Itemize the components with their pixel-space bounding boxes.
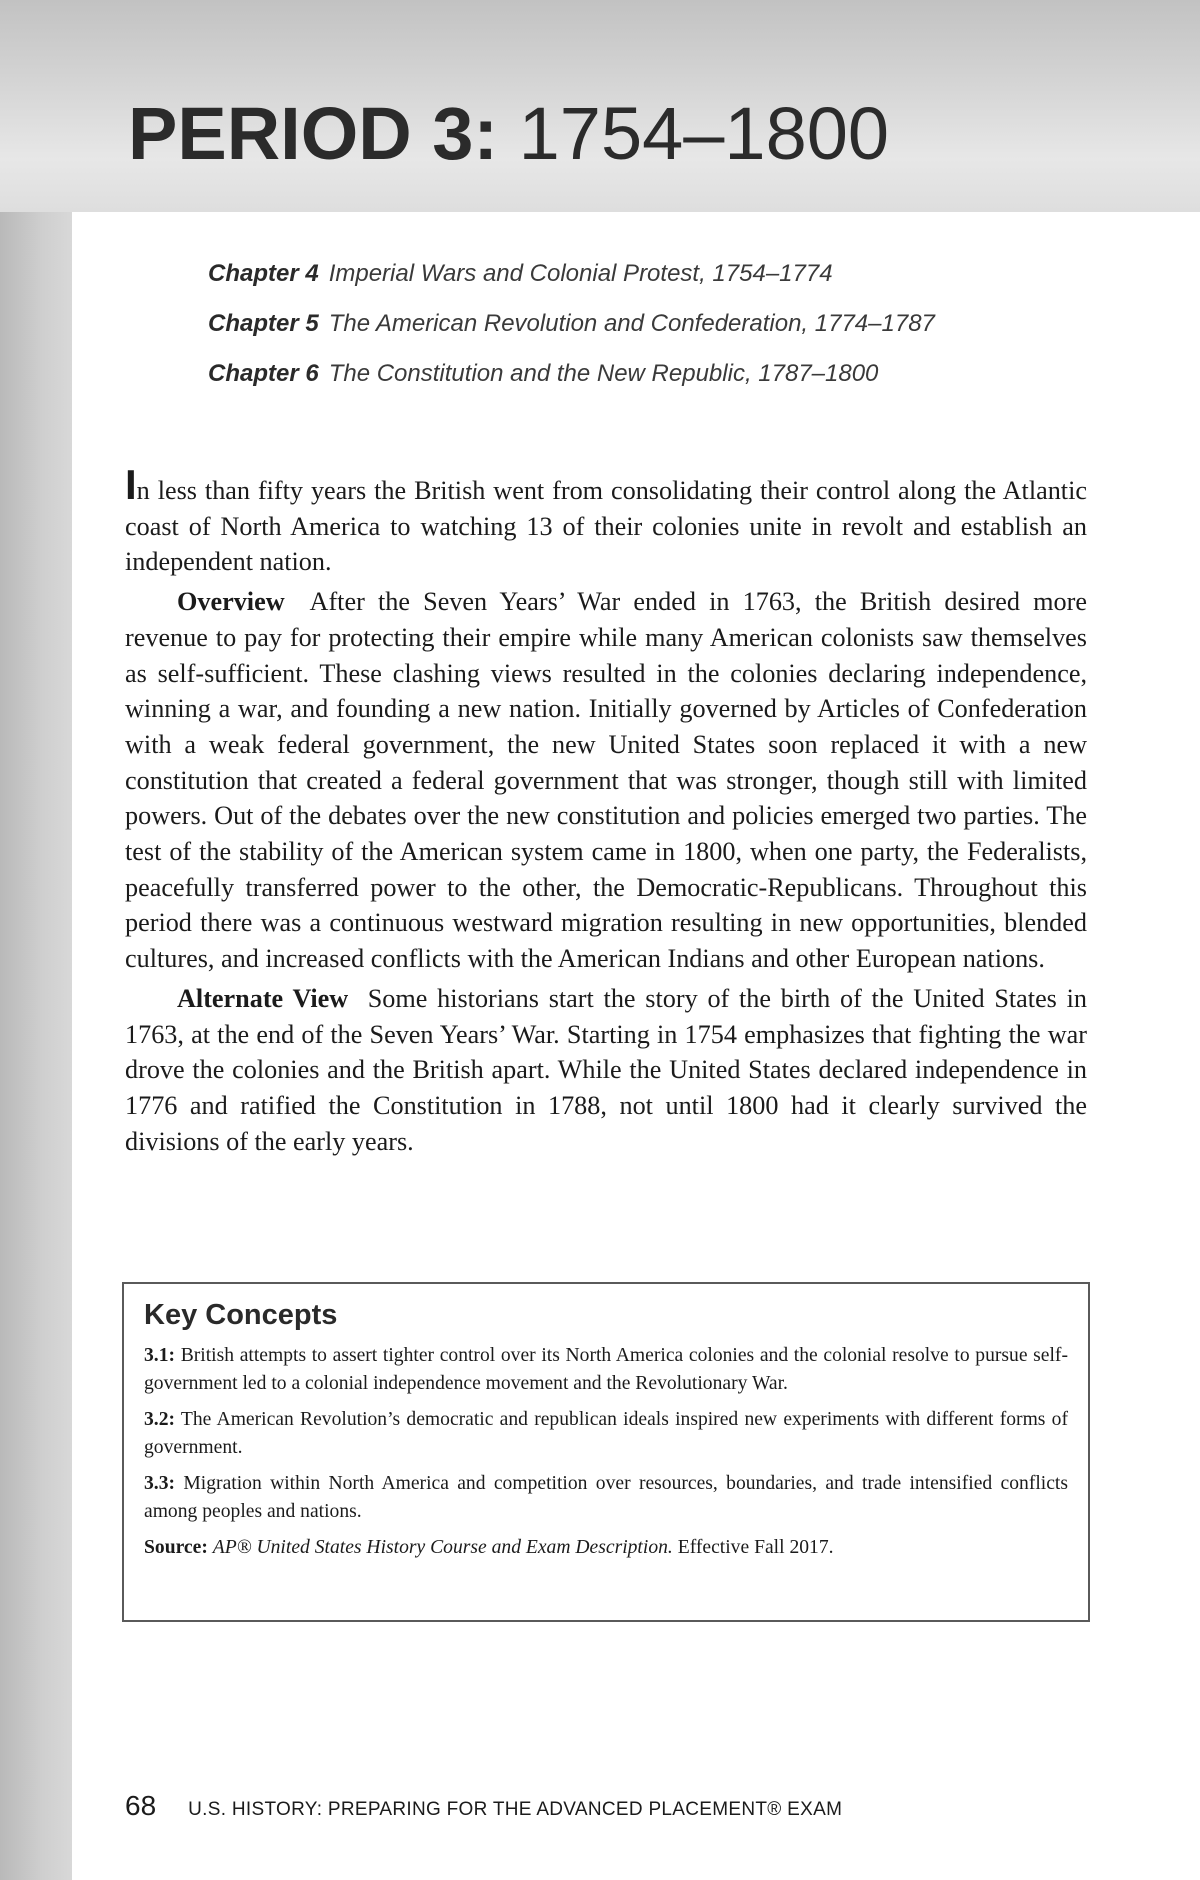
chapter-number: Chapter 6 <box>208 360 319 387</box>
chapter-item <box>208 260 1108 310</box>
running-book-title: U.S. HISTORY: PREPARING FOR THE ADVANCED PLACEMENT® EXAM <box>188 1799 843 1820</box>
period-label: PERIOD 3: <box>128 92 499 175</box>
key-concept-text: Migration within North America and competition over resources, boundaries, and trade intensified conflicts among peoples and nations. <box>144 1473 1068 1522</box>
overview-lead: Overview <box>177 587 285 617</box>
intro-paragraph <box>125 461 1087 580</box>
source-rest: Effective Fall 2017. <box>677 1537 834 1558</box>
source-label: Source: <box>144 1537 208 1558</box>
key-concept-item <box>144 1470 1068 1526</box>
key-concept-id: 3.3: <box>144 1473 176 1494</box>
overview-paragraph <box>125 584 1087 977</box>
key-concept-item <box>144 1406 1068 1462</box>
key-concepts-title: Key Concepts <box>144 1299 338 1331</box>
page-footer <box>125 1790 842 1822</box>
chapter-title: Imperial Wars and Colonial Protest, 1754–1774 <box>328 260 833 287</box>
body-text <box>125 461 1088 1163</box>
alternate-view-lead: Alternate View <box>177 983 349 1013</box>
source-citation <box>144 1534 1068 1562</box>
chapter-item <box>208 360 1108 410</box>
key-concepts-box <box>122 1282 1090 1622</box>
chapter-title: The Constitution and the New Republic, 1787–1800 <box>328 360 879 387</box>
chapter-number: Chapter 5 <box>208 310 319 337</box>
chapter-item <box>208 310 1108 360</box>
intro-text: n less than fifty years the British went from consolidating their control along the Atlantic coast of North America to watching 13 of their colonies unite in revolt and establish an independent nation. <box>125 476 1087 577</box>
key-concept-text: British attempts to assert tighter control over its North America colonies and the colonial resolve to pursue self-government led to a colonial independence movement and the Revolutionary War. <box>144 1345 1068 1394</box>
drop-cap: I <box>125 461 137 508</box>
alternate-view-paragraph <box>125 981 1087 1160</box>
key-concept-item <box>144 1342 1068 1398</box>
page-number: 68 <box>125 1790 157 1821</box>
chapter-number: Chapter 4 <box>208 260 319 287</box>
left-margin-band <box>0 212 72 1880</box>
key-concept-text: The American Revolution’s democratic and republican ideals inspired new experiments with different forms of government. <box>144 1409 1068 1458</box>
chapter-title: The American Revolution and Confederation, 1774–1787 <box>328 310 935 337</box>
overview-text: After the Seven Years’ War ended in 1763, the British desired more revenue to pay for protecting their empire while many American colonists saw themselves as self-sufficient. These clashing views resulted in the colonies declaring independence, winning a war, and founding a new nation. Initially governed by Articles of Confederation with a weak federal government, the new United States soon replaced it with a new constitution that created a federal government that was stronger, though still with limited powers. Out of the debates over the new constitution and policies emerged two parties. The test of the stability of the American system came in 1800, when one party, the Federalists, peacefully transferred power to the other, the Democratic-Republicans. Throughout this period there was a continuous westward migration resulting in new opportunities, blended cultures, and increased conflicts with the American Indians and other European nations. <box>125 587 1087 974</box>
period-years: 1754–1800 <box>518 92 890 175</box>
source-title: AP® United States History Course and Exam Description. <box>212 1537 673 1558</box>
key-concept-id: 3.2: <box>144 1409 176 1430</box>
page-title <box>128 92 889 176</box>
chapter-list <box>208 260 1108 410</box>
key-concept-id: 3.1: <box>144 1345 176 1366</box>
alternate-view-text: Some historians start the story of the birth of the United States in 1763, at the end of the Seven Years’ War. Starting in 1754 emphasizes that fighting the war drove the colonies and the British apart. While the United States declared independence in 1776 and ratified the Constitution in 1788, not until 1800 had it clearly survived the divisions of the early years. <box>125 983 1088 1156</box>
